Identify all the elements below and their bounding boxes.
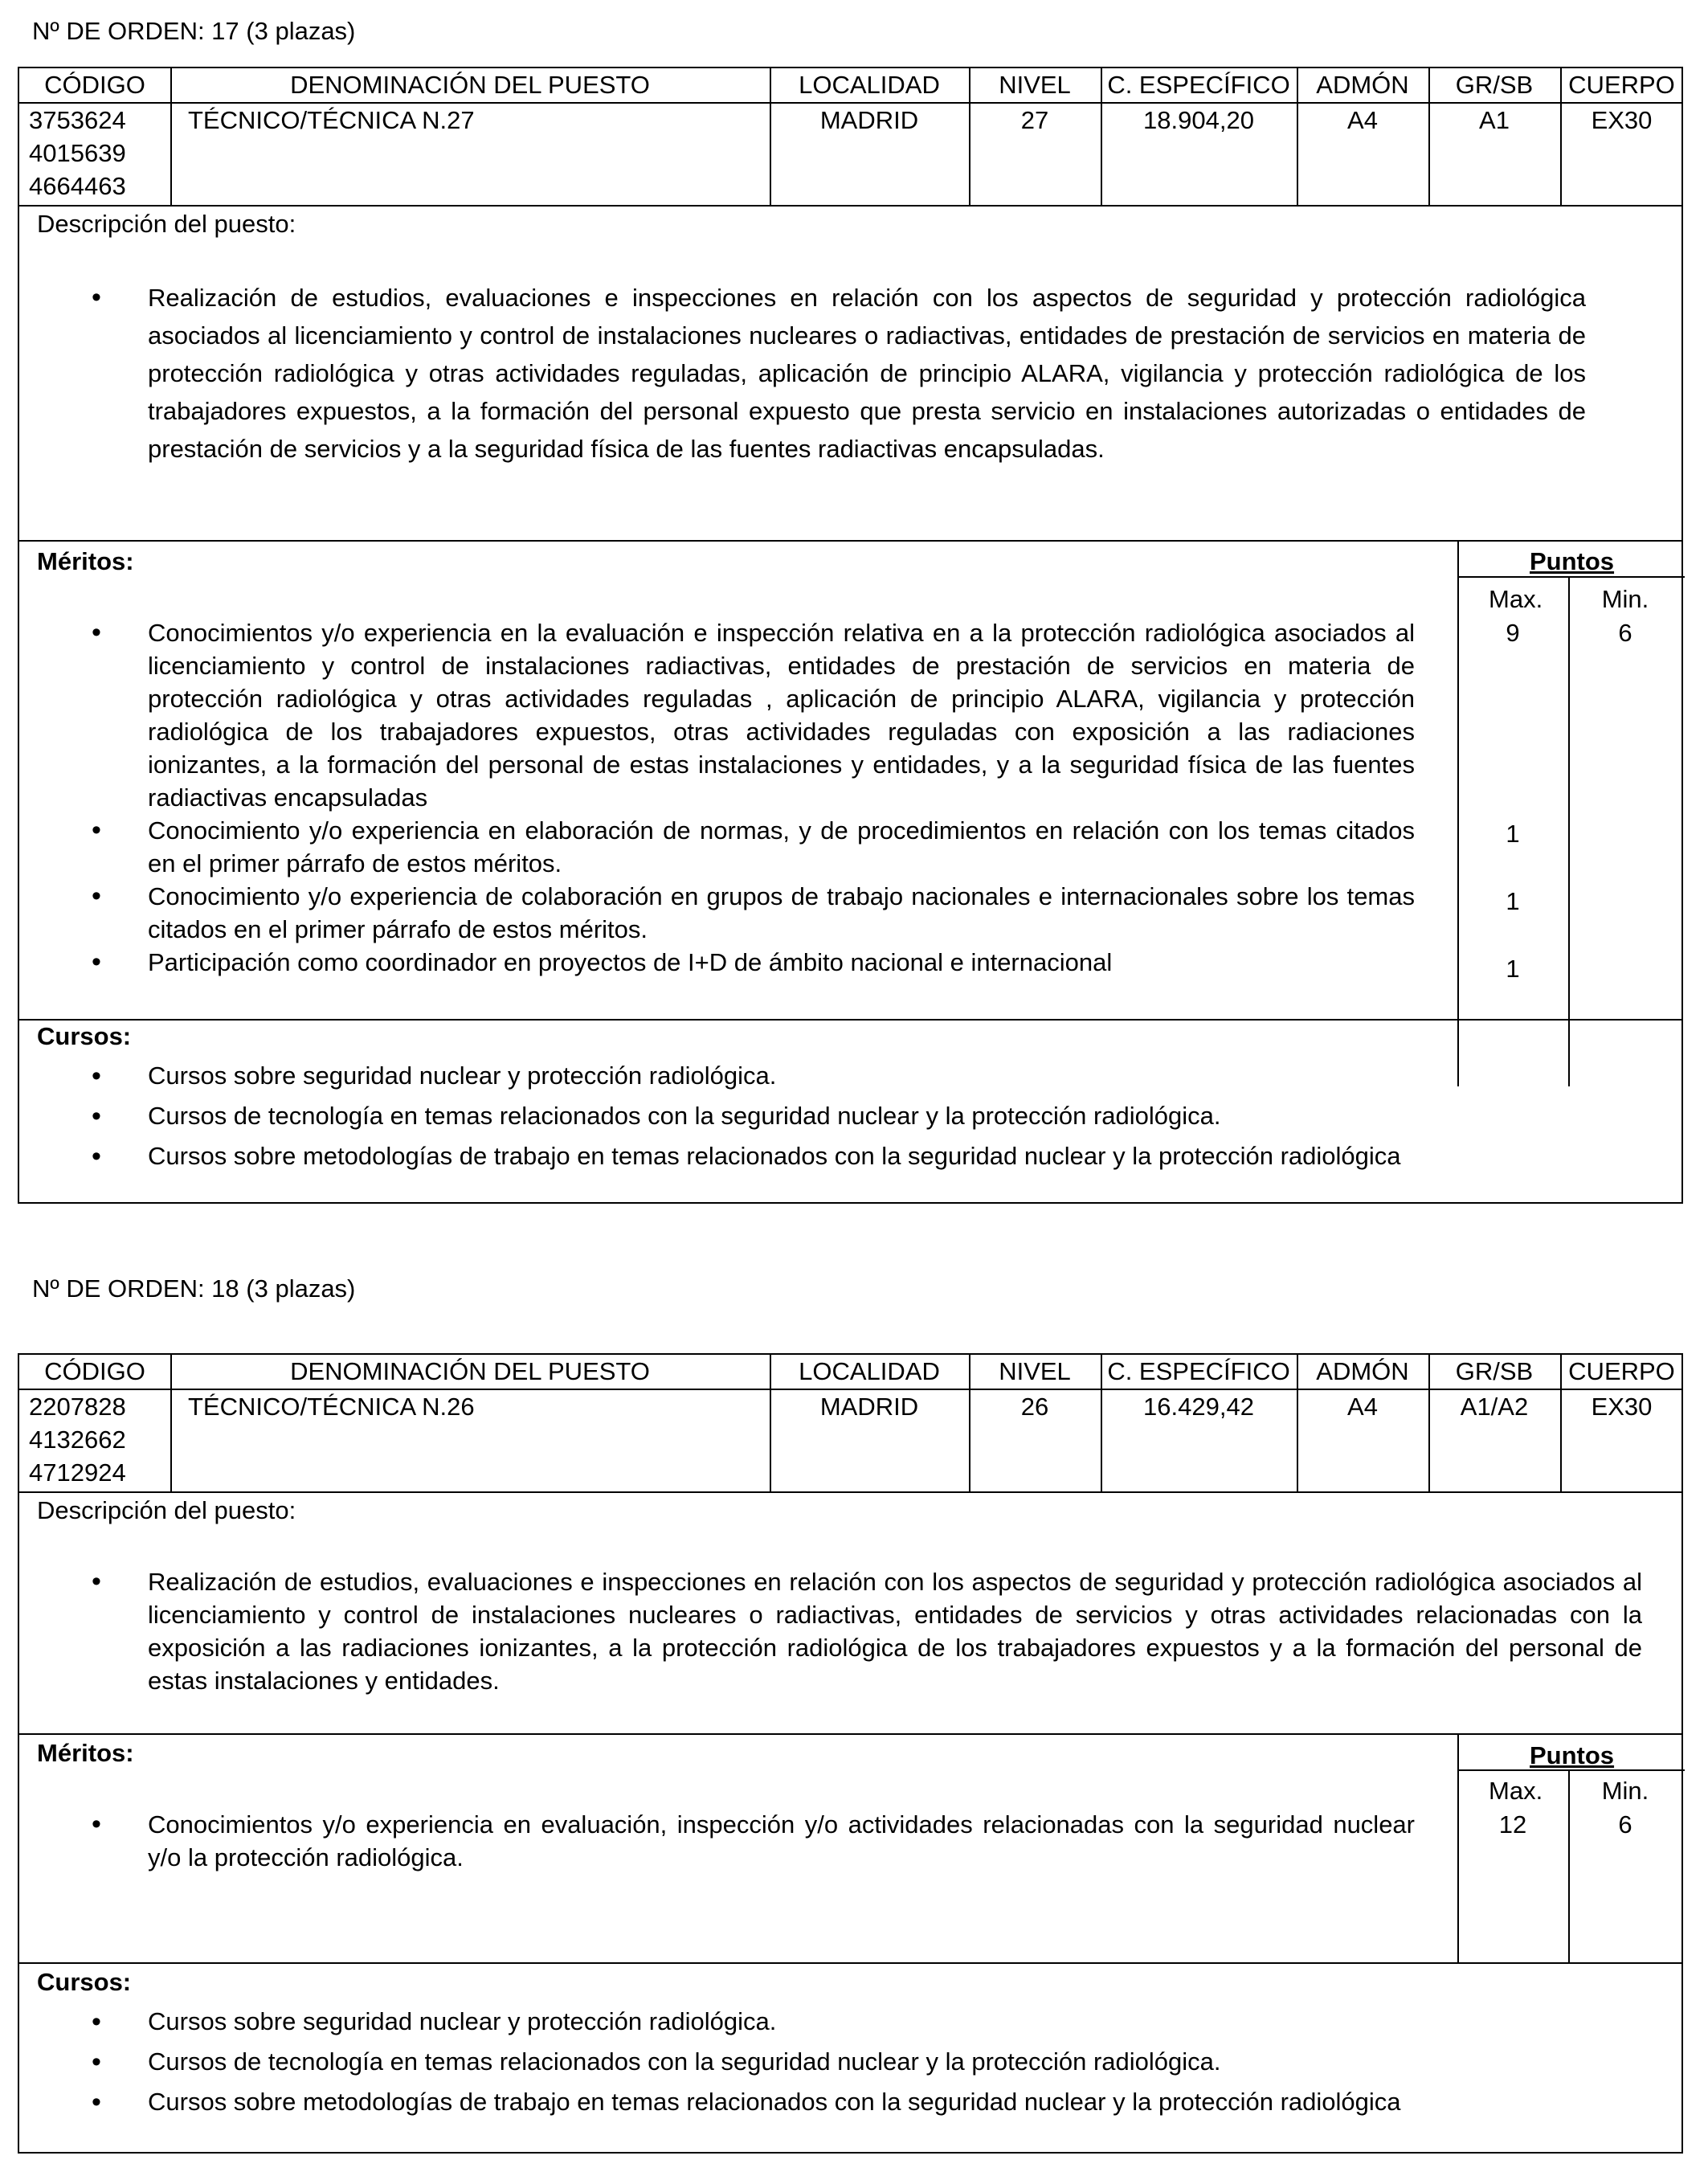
max-label: Max. [1489,1777,1543,1805]
header-row [19,68,1681,104]
list-item: • Conocimiento y/o experiencia en elaboración de normas, y de procedimientos en relación con los temas citados en el primer párrafo de estos méritos. [148,814,1415,880]
cursos-list [148,1056,1594,1176]
orden-title-17: Nº DE ORDEN: 17 (3 plazas) [32,17,356,45]
puntos-label: Puntos [1530,547,1615,575]
denominacion-value: TÉCNICO/TÉCNICA N.27 [188,106,475,134]
denominacion-value: TÉCNICO/TÉCNICA N.26 [188,1393,475,1421]
header-row [19,1355,1681,1390]
meritos-label: Méritos: [37,1739,134,1767]
descripcion-label: Descripción del puesto: [37,210,296,238]
max-points: 9 [1506,619,1520,647]
header-codigo: CÓDIGO [44,1357,145,1385]
header-denominacion: DENOMINACIÓN DEL PUESTO [290,71,650,99]
max-label: Max. [1489,585,1543,613]
merito-points: 1 [1506,820,1520,848]
list-item: • Realización de estudios, evaluaciones e inspecciones en relación con los aspectos de seguridad y protección radiológica asociados al licenciamiento y control de instalaciones nucleares o radiactivas, entidades de prestación de servicios en materia de protección radiológica y otras actividades reguladas, aplicación de principio ALARA, vigilancia y protección radiológica de los trabajadores expuestos, a la formación del personal expuesto que presta servicio en instalaciones autorizadas o entidades de prestación de servicios y a la seguridad física de las fuentes radiactivas encapsuladas. [148,279,1586,468]
puntos-label: Puntos [1530,1741,1615,1769]
descripcion-label: Descripción del puesto: [37,1496,296,1524]
header-denominacion: DENOMINACIÓN DEL PUESTO [290,1357,650,1385]
descripcion-list [148,279,1586,468]
list-item: • Cursos de tecnología en temas relacionados con la seguridad nuclear y la protección radiológica. [148,2042,1594,2082]
list-item: • Cursos de tecnología en temas relacionados con la seguridad nuclear y la protección radiológica. [148,1096,1594,1136]
header-especifico: C. ESPECÍFICO [1107,71,1290,99]
cursos-label: Cursos: [37,1022,132,1050]
header-admon: ADMÓN [1316,71,1409,99]
min-points: 6 [1618,619,1632,647]
meritos-list [148,616,1415,979]
puesto-block-18 [18,1353,1683,2154]
cuerpo-value: EX30 [1591,1393,1653,1421]
list-item: • Conocimiento y/o experiencia de colaboración en grupos de trabajo nacionales e internacionales sobre los temas citados en el primer párrafo de estos méritos. [148,880,1415,946]
max-points: 12 [1498,1810,1527,1839]
especifico-value: 18.904,20 [1143,106,1254,134]
nivel-value: 26 [1020,1393,1049,1421]
codigo-value: 4712924 [29,1458,126,1487]
especifico-value: 16.429,42 [1143,1393,1254,1421]
list-item: • Cursos sobre metodologías de trabajo en temas relacionados con la seguridad nuclear y la protección radiológica [148,2082,1594,2122]
header-cuerpo: CUERPO [1568,71,1675,99]
header-admon: ADMÓN [1316,1357,1409,1385]
min-label: Min. [1601,585,1649,613]
merito-points: 1 [1506,955,1520,983]
header-nivel: NIVEL [999,71,1071,99]
list-item: • Participación como coordinador en proyectos de I+D de ámbito nacional e internacional [148,946,1415,979]
codigo-list [29,104,126,202]
list-item: • Cursos sobre seguridad nuclear y protección radiológica. [148,1056,1594,1096]
codigo-value: 2207828 [29,1393,126,1421]
localidad-value: MADRID [819,1393,919,1421]
grsb-value: A1/A2 [1460,1393,1529,1421]
header-codigo: CÓDIGO [44,71,145,99]
list-item: • Conocimientos y/o experiencia en la evaluación e inspección relativa en a la protección radiológica asociados al licenciamiento y control de instalaciones radiactivas, entidades de prestación de servicios en materia de protección radiológica y otras actividades reguladas , aplicación de principio ALARA, vigilancia y protección radiológica de los trabajadores expuestos, otras actividades reguladas con exposición a las radiaciones ionizantes, a la formación del personal de estas instalaciones y entidades, y a la seguridad física de las fuentes radiactivas encapsuladas [148,616,1415,814]
cursos-list [148,2002,1594,2122]
merito-points: 1 [1506,887,1520,915]
list-item: • Realización de estudios, evaluaciones e inspecciones en relación con los aspectos de seguridad y protección radiológica asociados al licenciamiento y control de instalaciones nucleares o radiactivas, entidades de servicios y otras actividades relacionadas con la exposición a las radiaciones ionizantes, a la protección radiológica de los trabajadores expuestos y a la formación del personal de estas instalaciones y entidades. [148,1565,1642,1697]
admon-value: A4 [1347,1393,1378,1421]
orden-title-18: Nº DE ORDEN: 18 (3 plazas) [32,1274,356,1303]
meritos-list [148,1808,1415,1874]
header-localidad: LOCALIDAD [799,71,940,99]
header-especifico: C. ESPECÍFICO [1107,1357,1290,1385]
list-item: • Cursos sobre seguridad nuclear y protección radiológica. [148,2002,1594,2042]
codigo-value: 3753624 [29,106,126,134]
list-item: • Cursos sobre metodologías de trabajo en temas relacionados con la seguridad nuclear y la protección radiológica [148,1136,1594,1176]
min-points: 6 [1618,1810,1632,1839]
descripcion-list [148,1565,1642,1697]
codigo-value: 4132662 [29,1426,126,1454]
header-grsb: GR/SB [1455,1357,1534,1385]
grsb-value: A1 [1479,106,1510,134]
codigo-value: 4664463 [29,172,126,200]
meritos-label: Méritos: [37,547,134,575]
puesto-block-17 [18,67,1683,1204]
cuerpo-value: EX30 [1591,106,1653,134]
header-cuerpo: CUERPO [1568,1357,1675,1385]
cursos-label: Cursos: [37,1968,132,1996]
header-nivel: NIVEL [999,1357,1071,1385]
header-localidad: LOCALIDAD [799,1357,940,1385]
header-grsb: GR/SB [1455,71,1534,99]
codigo-list [29,1390,126,1489]
codigo-value: 4015639 [29,139,126,167]
localidad-value: MADRID [819,106,919,134]
list-item: • Conocimientos y/o experiencia en evaluación, inspección y/o actividades relacionadas con la seguridad nuclear y/o la protección radiológica. [148,1808,1415,1874]
admon-value: A4 [1347,106,1378,134]
nivel-value: 27 [1020,106,1049,134]
min-label: Min. [1601,1777,1649,1805]
